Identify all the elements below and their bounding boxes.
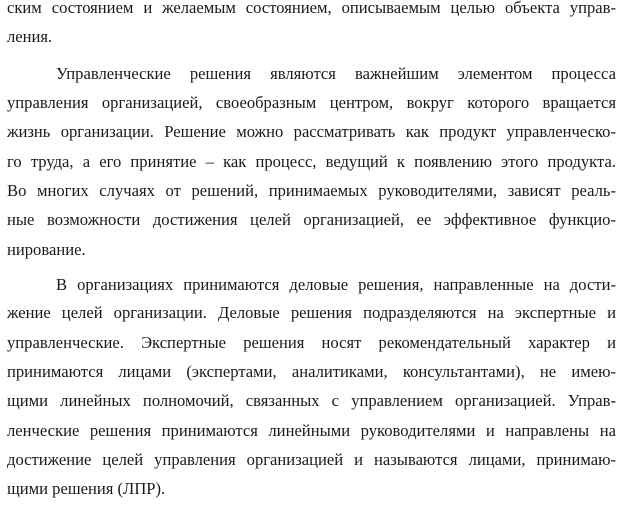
paragraph-2-line-7: нирование.	[7, 240, 86, 259]
paragraph-3-line-2: жение целей организации. Деловые решения подразделяются на экспертные и	[7, 303, 616, 322]
paragraph-2-line-1: Управленческие решения являются важнейшим элементом процесса	[56, 64, 616, 83]
paragraph-2-line-2: управления организацией, своеобразным центром, вокруг которого вращается	[7, 93, 616, 112]
paragraph-2-line-6: ные возможности достижения целей организацией, ее эффективное функцио-	[7, 210, 616, 229]
paragraph-2-line-5: Во многих случаях от решений, принимаемых руководителями, зависят реаль-	[7, 181, 616, 200]
paragraph-2-line-3: жизнь организации. Решение можно рассматривать как продукт управленческо-	[7, 122, 616, 141]
paragraph-3-line-6: ленческие решения принимаются линейными руководителями и направлены на	[7, 421, 616, 440]
paragraph-3-line-3: управленческие. Экспертные решения носят рекомендательный характер и	[7, 333, 616, 352]
paragraph-3-line-5: щими линейных полномочий, связанных с управлением организацией. Управ-	[7, 391, 616, 410]
paragraph-3-line-1: В организациях принимаются деловые решения, направленные на дости-	[56, 275, 616, 294]
paragraph-3-line-8: щими решения (ЛПР).	[7, 479, 166, 498]
paragraph-2-line-4: го труда, а его принятие – как процесс, ведущий к появлению этого продукта.	[7, 152, 616, 171]
paragraph-1-line-2: ления.	[7, 27, 53, 46]
paragraph-3-line-4: принимаются лицами (экспертами, аналитиками, консультантами), не имею-	[7, 362, 616, 381]
paragraph-3-line-7: достижение целей управления организацией и называются лицами, принимаю-	[7, 450, 616, 469]
paragraph-1-line-1: ским состоянием и желаемым состоянием, описываемым целью объекта управ-	[7, 0, 616, 17]
